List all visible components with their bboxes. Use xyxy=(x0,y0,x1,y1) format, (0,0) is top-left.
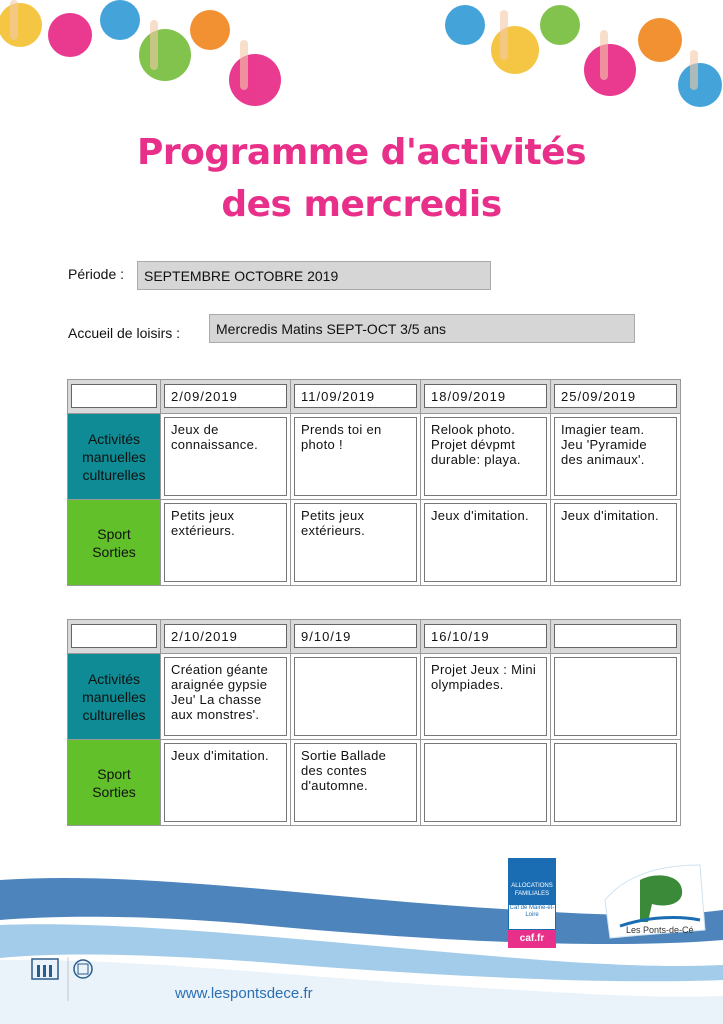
activity-cell[interactable]: Jeux d'imitation. xyxy=(424,503,547,582)
activity-cell[interactable]: Jeux d'imitation. xyxy=(554,503,677,582)
table-row xyxy=(68,740,681,826)
activity-cell[interactable]: Prends toi en photo ! xyxy=(294,417,417,496)
category-activites: Activités manuelles culturelles xyxy=(68,414,161,500)
header-corner xyxy=(68,620,161,654)
category-activites: Activités manuelles culturelles xyxy=(68,654,161,740)
activity-cell[interactable]: Sortie Ballade des contes d'automne. xyxy=(294,743,417,822)
table-row xyxy=(68,414,681,500)
table-header-row xyxy=(68,620,681,654)
table-row xyxy=(68,654,681,740)
activity-cell[interactable]: Imagier team. Jeu 'Pyramide des animaux'. xyxy=(554,417,677,496)
caf-logo xyxy=(508,858,556,956)
caf-logo-top: ALLOCATIONS FAMILIALES xyxy=(508,858,556,904)
table-row xyxy=(68,500,681,586)
date-box[interactable]: 2/10/2019 xyxy=(164,624,287,648)
activity-cell[interactable] xyxy=(554,657,677,736)
empty-date-box xyxy=(71,384,157,408)
header-corner xyxy=(68,380,161,414)
activity-cell[interactable] xyxy=(424,743,547,822)
schedule-table-september xyxy=(67,379,681,586)
date-box[interactable]: 25/09/2019 xyxy=(554,384,677,408)
page-title-line1: Programme d'activités xyxy=(137,132,586,173)
activity-cell[interactable] xyxy=(554,743,677,822)
periode-label: Période : xyxy=(68,266,125,282)
activity-cell[interactable]: Jeux de connaissance. xyxy=(164,417,287,496)
painted-hands-banner xyxy=(0,0,723,120)
date-box[interactable]: 11/09/2019 xyxy=(294,384,417,408)
website-link[interactable]: www.lespontsdece.fr xyxy=(175,985,313,1002)
activity-cell[interactable]: Relook photo. Projet dévpmt durable: playa. xyxy=(424,417,547,496)
date-box[interactable]: 18/09/2019 xyxy=(424,384,547,408)
empty-date-box xyxy=(71,624,157,648)
unesco-logo xyxy=(28,955,138,1005)
schedule-table-october xyxy=(67,619,681,826)
activity-cell[interactable] xyxy=(294,657,417,736)
activity-cell[interactable]: Jeux d'imitation. xyxy=(164,743,287,822)
ponts-de-ce-label: Les Ponts-de-Cé xyxy=(626,925,694,935)
page-title-line2: des mercredis xyxy=(221,184,502,225)
category-sport: Sport Sorties xyxy=(68,500,161,586)
accueil-field[interactable]: Mercredis Matins SEPT-OCT 3/5 ans xyxy=(209,314,635,343)
caf-logo-mid: Caf de Maine-et-Loire xyxy=(508,904,556,930)
activity-cell[interactable]: Projet Jeux : Mini olympiades. xyxy=(424,657,547,736)
date-box[interactable] xyxy=(554,624,677,648)
category-sport: Sport Sorties xyxy=(68,740,161,826)
periode-field[interactable]: SEPTEMBRE OCTOBRE 2019 xyxy=(137,261,491,290)
activity-cell[interactable]: Création géante araignée gypsie Jeu' La chasse aux monstres'. xyxy=(164,657,287,736)
date-box[interactable]: 16/10/19 xyxy=(424,624,547,648)
activity-cell[interactable]: Petits jeux extérieurs. xyxy=(164,503,287,582)
activity-cell[interactable]: Petits jeux extérieurs. xyxy=(294,503,417,582)
date-box[interactable]: 2/09/2019 xyxy=(164,384,287,408)
table-header-row xyxy=(68,380,681,414)
caf-logo-bottom: caf.fr xyxy=(508,930,556,948)
date-box[interactable]: 9/10/19 xyxy=(294,624,417,648)
accueil-label: Accueil de loisirs : xyxy=(68,325,181,341)
